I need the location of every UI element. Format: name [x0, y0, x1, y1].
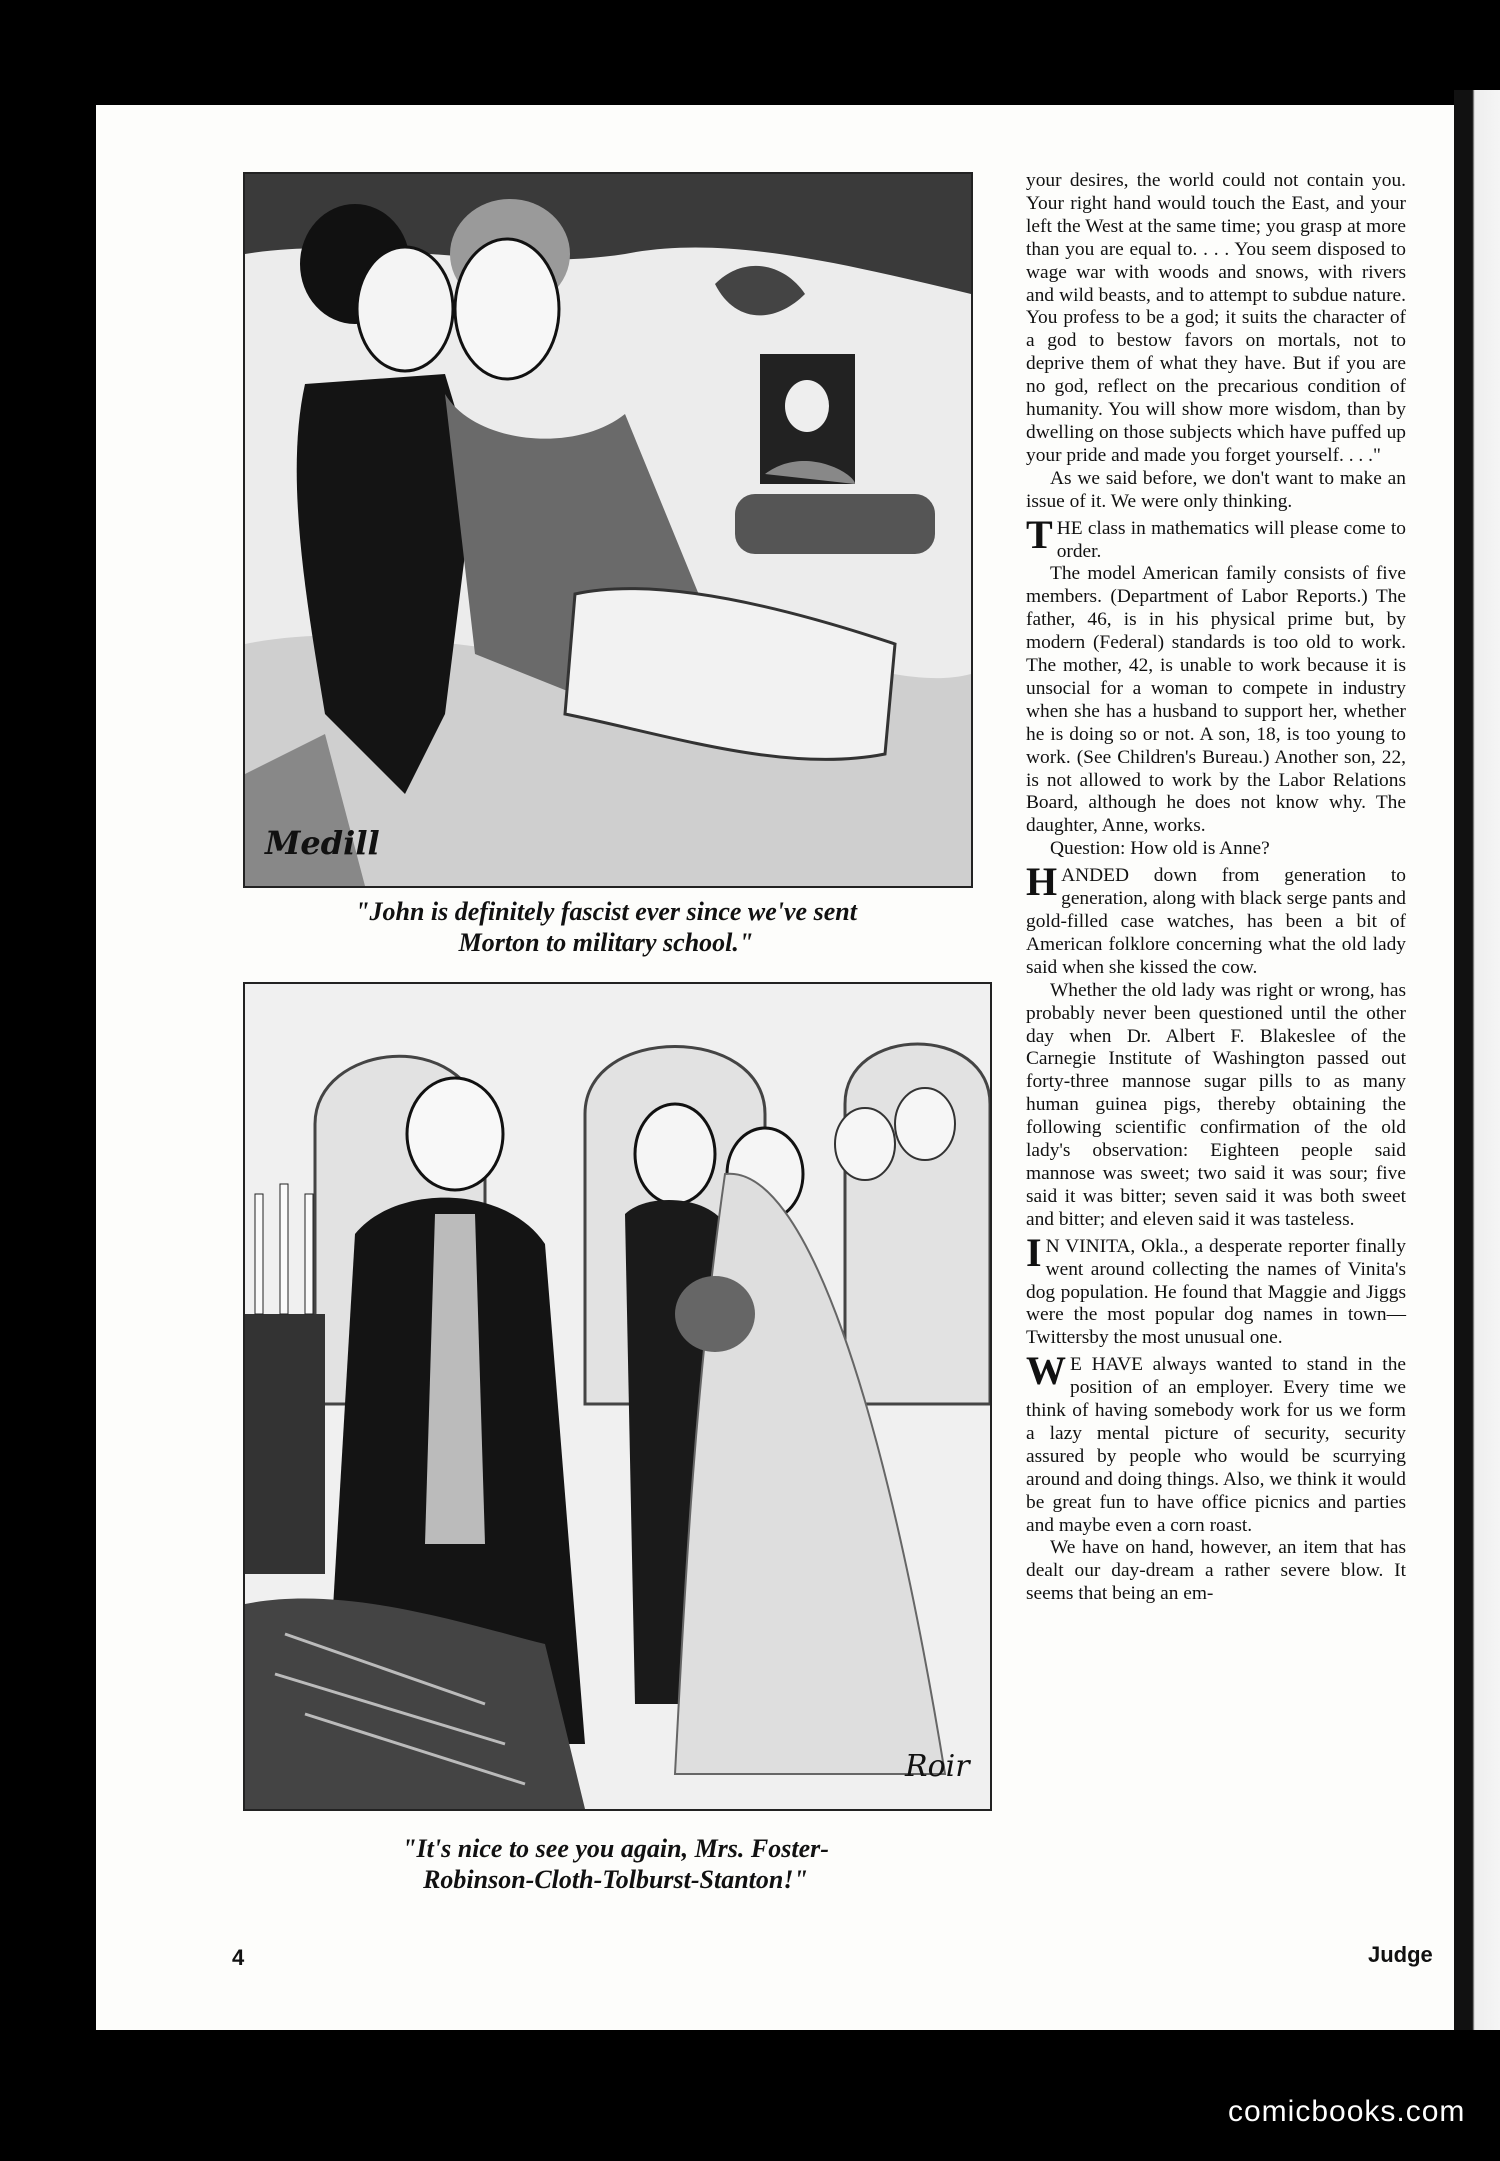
drop-cap: I [1026, 1229, 1042, 1275]
paragraph: We have on hand, however, an item that has dealt our day-dream a rather severe blow. It seems that being an em- [1026, 1537, 1406, 1605]
drop-cap: T [1026, 511, 1053, 557]
page-number: 4 [232, 1945, 245, 1970]
artist-signature: Medill [265, 824, 380, 862]
caption-line: "John is definitely fascist ever since we've sent [355, 897, 857, 926]
magazine-name: Judge [1368, 1942, 1433, 1967]
paragraph: HANDED down from generation to generation, along with black serge pants and gold-filled case watches, has been a bit of American folklore concerning what the old lady said when she kissed the cow. [1026, 859, 1406, 978]
paragraph: your desires, the world could not contain you. Your right hand would touch the East, and your left the West at the same time; you grasp at more than you are equal to. . . . You seem disposed to wage war with woods and snows, with rivers and wild beasts, and to attempt to subdue nature. You profess to be a god; it suits the character of a god to bestow favors on mortals, not to deprive them of what they have. But if you are no god, reflect on the precarious condition of humanity. You will show more wisdom, than by dwelling on those subjects which have puffed up your pride and made you forget yourself. . . ." [1026, 170, 1406, 466]
article-text-column [1026, 170, 1406, 1900]
paragraph: As we said before, we don't want to make an issue of it. We were only thinking. [1026, 467, 1406, 512]
caption-line: Morton to military school." [458, 928, 754, 957]
paragraph: Question: How old is Anne? [1050, 838, 1270, 860]
caption-line: Robinson-Cloth-Tolburst-Stanton!" [423, 1865, 808, 1894]
caption-line: "It's nice to see you again, Mrs. Foster- [402, 1834, 829, 1863]
facing-page-edge [1454, 90, 1500, 2030]
paragraph: The model American family consists of five members. (Department of Labor Reports.) The father, 46, is in his physical prime but, by modern (Federal) standards is too old to work. The mother, 42, is unable to work because it is unsocial for a woman to compete in industry when she has a husband to support her, whether he is doing so or not. A son, 18, is too young to work. (See Children's Bureau.) Another son, 22, is not allowed to work by the Labor Relations Board, although he does not know why. The daughter, Anne, works. [1026, 563, 1406, 837]
artist-signature: Roir [905, 1749, 970, 1784]
drop-cap: H [1026, 859, 1058, 905]
paragraph: W E HAVE always wanted to stand in the position of an employer. Every time we think of having somebody work for us we form a lazy mental picture of security, security assured by people who would be scurrying around and doing things. Also, we think it would be great fun to have office picnics and parties and maybe even a corn roast. [1026, 1348, 1406, 1536]
paragraph: I N VINITA, Okla., a desperate reporter finally went around collecting the names of Vinita's dog population. He found that Maggie and Jiggs were the most popular dog names in town—Twittersby the most unusual one. [1026, 1229, 1406, 1349]
paragraph: THE class in mathematics will please come to order. [1026, 511, 1406, 562]
cartoon-caption-2 [243, 1833, 988, 1895]
cartoon-illustration-1 [243, 172, 973, 888]
cartoon-illustration-2 [243, 982, 992, 1811]
drop-cap: W [1026, 1348, 1066, 1394]
watermark-text: comicbooks.com [1228, 2095, 1466, 2128]
paragraph: Whether the old lady was right or wrong, has probably never been questioned until the other day when Dr. Albert F. Blakeslee of the Carnegie Institute of Washington passed out forty-three mannose sugar pills to as many human guinea pigs, thereby obtaining the following scientific confirmation of the old lady's observation: Eighteen people said mannose was sweet; two said it was sour; five said it was bitter; seven said it was both sweet and bitter; and eleven said it was tasteless. [1026, 979, 1406, 1230]
cartoon-caption-1 [243, 896, 969, 958]
